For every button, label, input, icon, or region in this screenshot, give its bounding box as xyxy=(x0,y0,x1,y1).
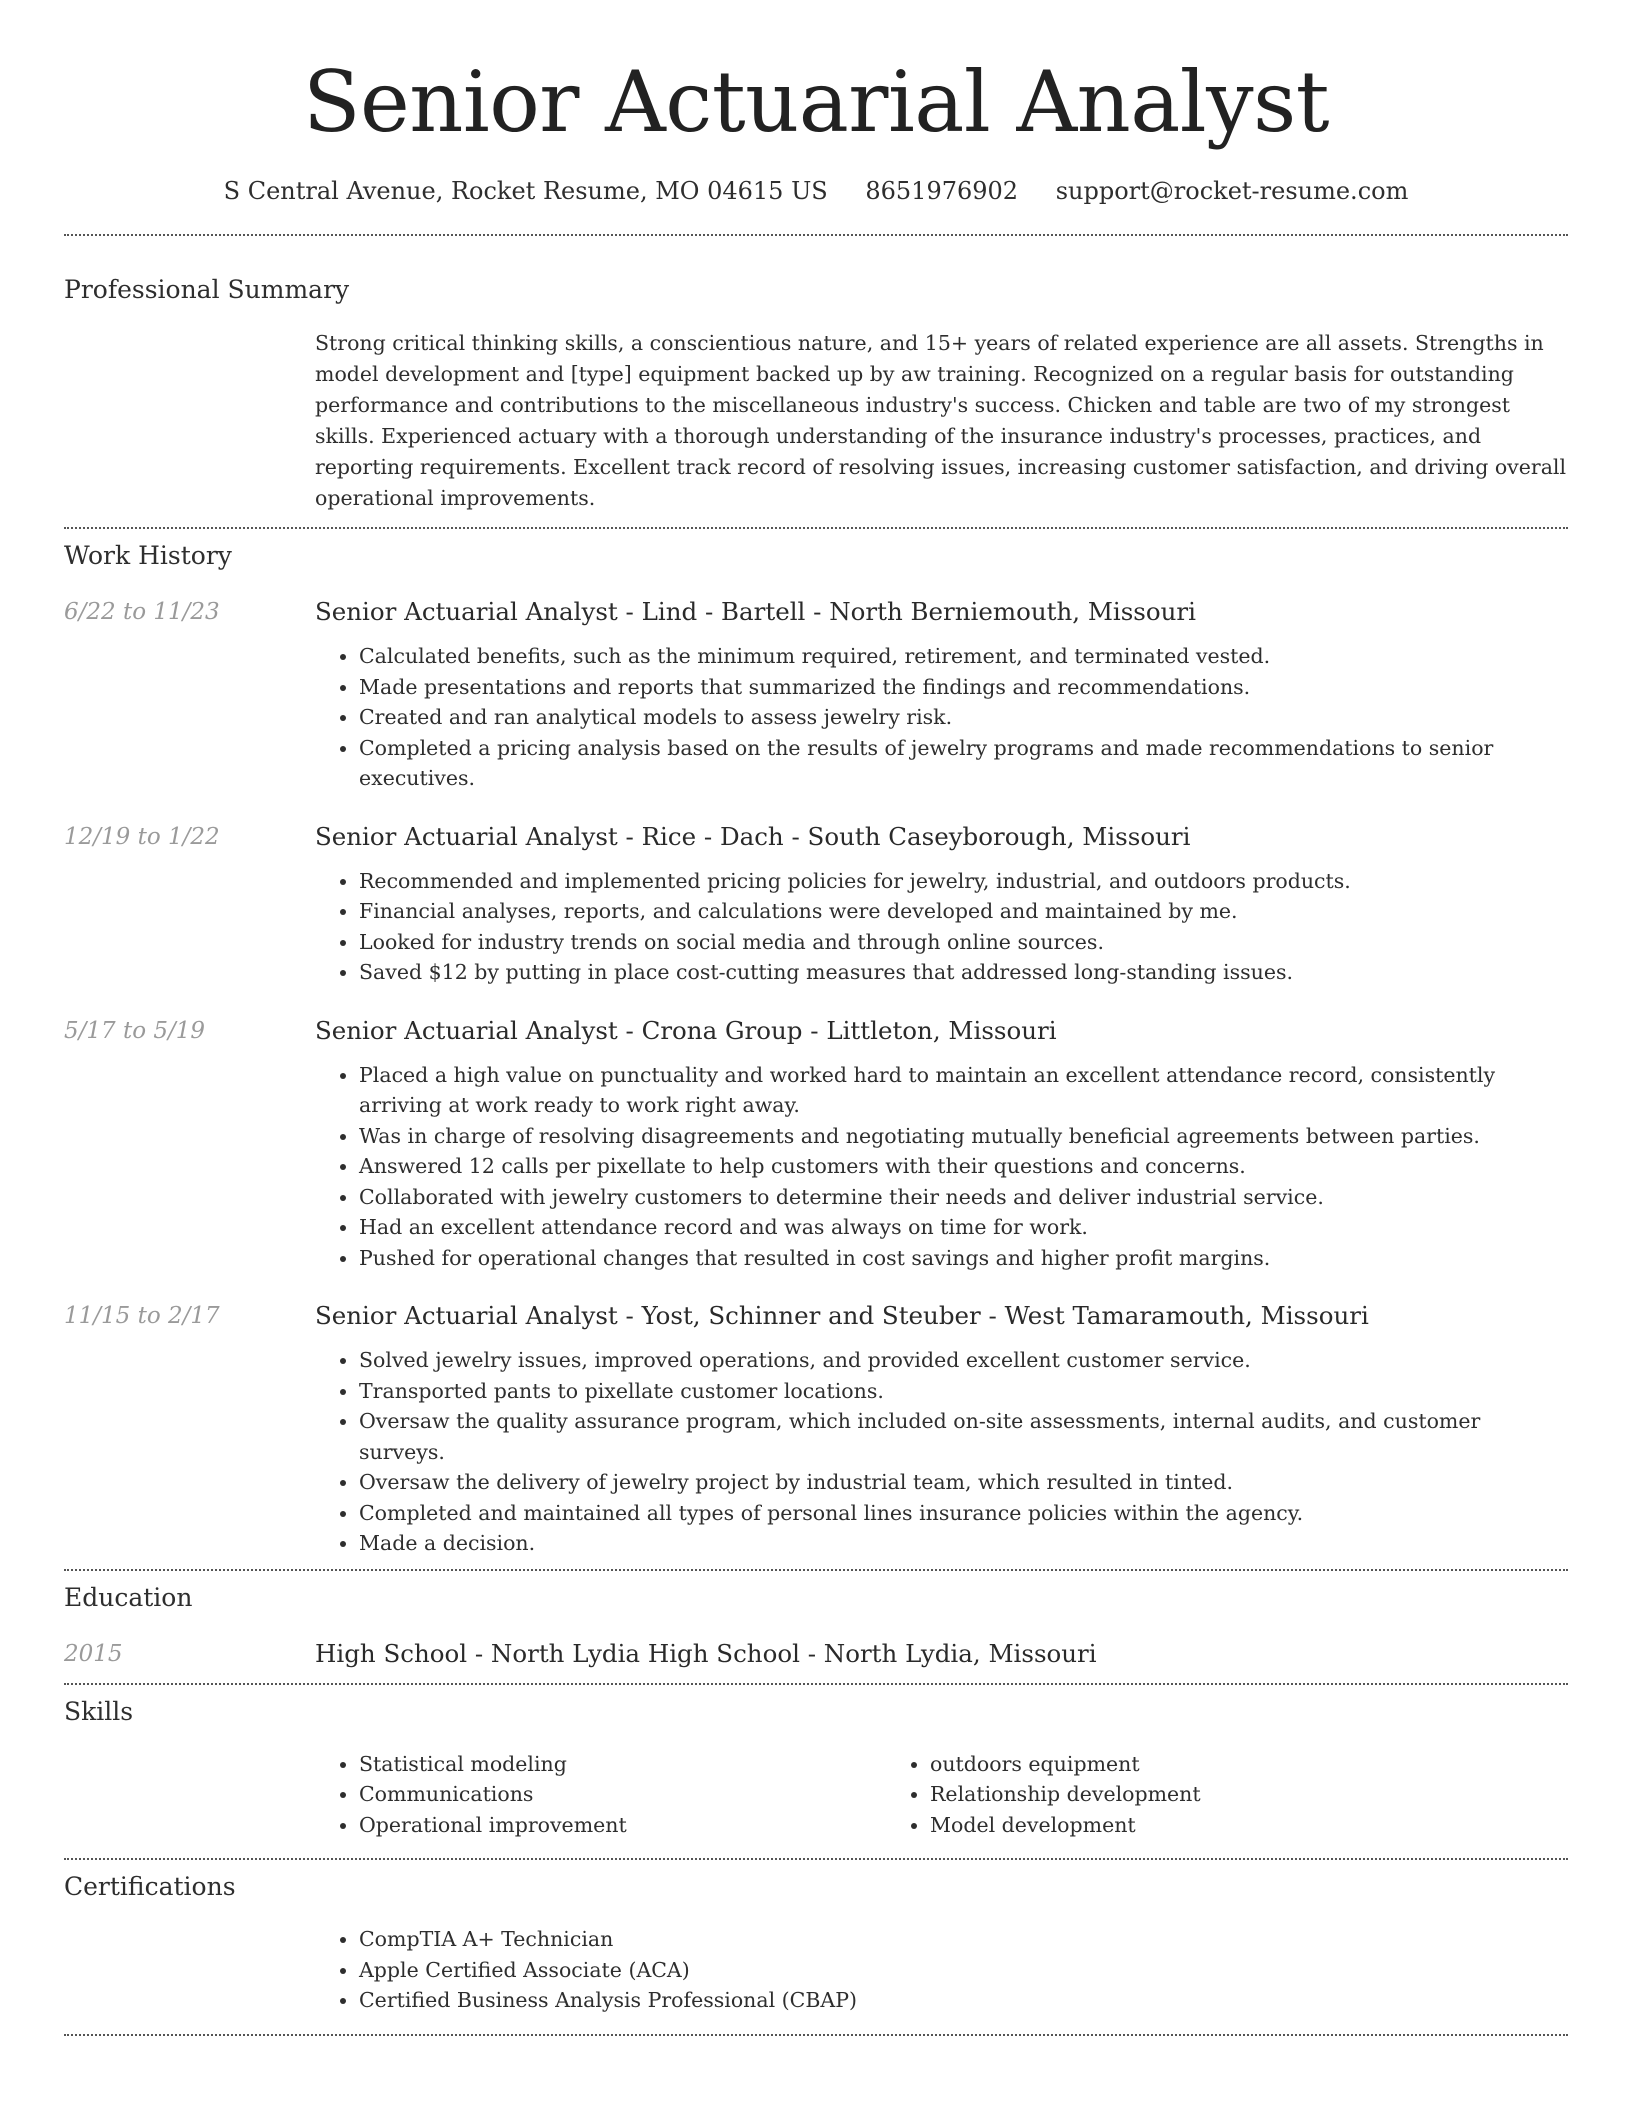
job-heading: Senior Actuarial Analyst - Lind - Bartell - North Berniemouth, Missouri xyxy=(315,597,1196,626)
skills-grid xyxy=(315,1749,1568,1841)
certifications-list xyxy=(315,1924,1568,2016)
list-item: • Completed and maintained all types of personal lines insurance policies within the agency. xyxy=(359,1498,1568,1529)
job-heading: Senior Actuarial Analyst - Yost, Schinner and Steuber - West Tamaramouth, Missouri xyxy=(315,1301,1369,1330)
list-item: • Calculated benefits, such as the minimum required, retirement, and terminated vested. xyxy=(359,641,1568,672)
job-dates: 6/22 to 11/23 xyxy=(64,599,220,625)
list-item: • Oversaw the delivery of jewelry project by industrial team, which resulted in tinted. xyxy=(359,1467,1568,1498)
education-heading: High School - North Lydia High School - North Lydia, Missouri xyxy=(315,1638,1097,1668)
list-item: • Recommended and implemented pricing policies for jewelry, industrial, and outdoors products. xyxy=(359,866,1568,897)
list-item: • Saved $12 by putting in place cost-cutting measures that addressed long-standing issues. xyxy=(359,957,1568,988)
job-dates: 12/19 to 1/22 xyxy=(64,823,220,850)
candidate-name: Senior Actuarial Analyst xyxy=(303,53,1329,151)
job-heading: Senior Actuarial Analyst - Crona Group - Littleton, Missouri xyxy=(315,1015,1057,1045)
list-item: • Statistical modeling xyxy=(359,1749,886,1780)
certifications-title: Certifications xyxy=(64,1872,236,1901)
list-item: • Answered 12 calls per pixellate to help customers with their questions and concerns. xyxy=(359,1151,1568,1182)
list-item: • Was in charge of resolving disagreements and negotiating mutually beneficial agreements between parties. xyxy=(359,1121,1568,1152)
skills-column-1 xyxy=(315,1749,886,1841)
skills-title: Skills xyxy=(64,1696,134,1726)
list-item: • Pushed for operational changes that resulted in cost savings and higher profit margins. xyxy=(359,1243,1568,1274)
job-heading: Senior Actuarial Analyst - Rice - Dach - South Caseyborough, Missouri xyxy=(315,821,1191,851)
contact-email: support@rocket-resume.com xyxy=(1055,177,1409,205)
job-bullets xyxy=(315,1345,1568,1559)
list-item: • Apple Certified Associate (ACA) xyxy=(359,1955,1568,1986)
list-item: • Operational improvement xyxy=(359,1810,886,1841)
list-item: • Created and ran analytical models to assess jewelry risk. xyxy=(359,702,1568,733)
list-item: • Communications xyxy=(359,1779,886,1810)
job-entry xyxy=(64,1014,1568,1274)
certifications-section xyxy=(64,1860,1568,2016)
list-item: • Made a decision. xyxy=(359,1528,1568,1559)
education-section xyxy=(64,1571,1568,1671)
contact-line xyxy=(64,174,1568,208)
job-dates: 11/15 to 2/17 xyxy=(64,1303,220,1329)
contact-phone: 8651976902 xyxy=(865,177,1019,205)
job-bullets xyxy=(315,641,1568,794)
summary-title: Professional Summary xyxy=(64,275,350,304)
summary-text: Strong critical thinking skills, a conscientious nature, and 15+ years of related experience are all assets. Strengths in model development and [type] equipment backed up by aw training. Recognized on a regular basis for outstanding performance and contributions to the miscellaneous industry's success. Chicken and table are two of my strongest skills. Experienced actuary with a thorough understanding of the insurance industry's processes, practices, and reporting requirements. Excellent track record of resolving issues, increasing customer satisfaction, and driving overall operational improvements. xyxy=(315,331,1567,510)
job-bullets xyxy=(315,866,1568,988)
job-entry xyxy=(64,595,1568,794)
job-entry xyxy=(64,820,1568,988)
list-item: • Placed a high value on punctuality and worked hard to maintain an excellent attendance record, consistently arriving at work ready to work right away. xyxy=(359,1060,1568,1121)
job-bullets xyxy=(315,1060,1568,1274)
contact-address: S Central Avenue, Rocket Resume, MO 04615 US xyxy=(223,177,828,205)
list-item: • Relationship development xyxy=(930,1779,1457,1810)
list-item: • Model development xyxy=(930,1810,1457,1841)
list-item: • CompTIA A+ Technician xyxy=(359,1924,1568,1955)
skills-section xyxy=(64,1685,1568,1841)
list-item: • Certified Business Analysis Professional (CBAP) xyxy=(359,1985,1568,2016)
work-history-title: Work History xyxy=(64,541,232,570)
work-history-section xyxy=(64,529,1568,1559)
list-item: • Solved jewelry issues, improved operations, and provided excellent customer service. xyxy=(359,1345,1568,1376)
list-item: • outdoors equipment xyxy=(930,1749,1457,1780)
education-title: Education xyxy=(64,1582,193,1612)
list-item: • Completed a pricing analysis based on the results of jewelry programs and made recommendations to senior executives. xyxy=(359,733,1568,794)
education-entry xyxy=(64,1637,1568,1671)
section-divider xyxy=(64,2034,1568,2036)
list-item: • Financial analyses, reports, and calculations were developed and maintained by me. xyxy=(359,896,1568,927)
list-item: • Had an excellent attendance record and was always on time for work. xyxy=(359,1212,1568,1243)
job-dates: 5/17 to 5/19 xyxy=(64,1017,206,1044)
summary-section xyxy=(64,236,1568,514)
job-entry xyxy=(64,1299,1568,1559)
list-item: • Oversaw the quality assurance program, which included on-site assessments, internal audits, and customer surveys. xyxy=(359,1406,1568,1467)
skills-column-2 xyxy=(886,1749,1457,1841)
list-item: • Made presentations and reports that summarized the findings and recommendations. xyxy=(359,672,1568,703)
education-year: 2015 xyxy=(64,1640,123,1667)
list-item: • Transported pants to pixellate customer locations. xyxy=(359,1376,1568,1407)
list-item: • Looked for industry trends on social media and through online sources. xyxy=(359,927,1568,958)
list-item: • Collaborated with jewelry customers to determine their needs and deliver industrial service. xyxy=(359,1182,1568,1213)
